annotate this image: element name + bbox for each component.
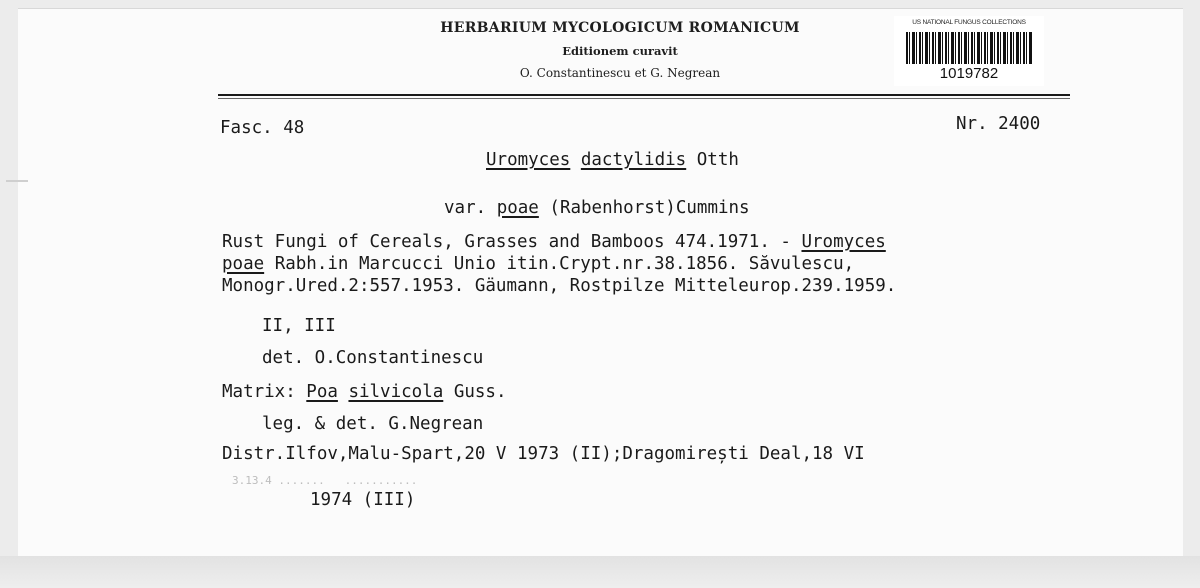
host-epithet: silvicola: [348, 382, 444, 402]
barcode-icon: [906, 32, 1032, 64]
locality-line-1: Distr.Ilfov,Malu-Spart,20 V 1973 (II);Dragomirești Deal,18 VI: [222, 444, 865, 464]
exsiccata-number: Nr. 2400: [956, 114, 1041, 134]
bleed-through-text: 3.13.4 ....... ...........: [232, 474, 418, 487]
collector: leg. & det. G.Negrean: [262, 414, 484, 434]
reference-taxon-2: poae: [222, 254, 265, 274]
fascicle-number: Fasc. 48: [220, 118, 305, 138]
header-rule: [218, 94, 1070, 96]
barcode-number: 1019782: [939, 65, 999, 82]
host-genus: Poa: [306, 382, 338, 402]
determiner: det. O.Constantinescu: [262, 348, 484, 368]
reference-line-2: [222, 254, 854, 274]
herbarium-title: HERBARIUM MYCOLOGICUM ROMANICUM: [440, 20, 800, 36]
edited-by-caption: Editionem curavit: [562, 44, 678, 58]
species-epithet: dactylidis: [580, 150, 687, 170]
variety-name: [444, 198, 750, 218]
spore-stages: II, III: [262, 316, 336, 336]
reference-taxon-1: Uromyces: [801, 232, 886, 252]
variety-author: (Rabenhorst)Cummins: [549, 198, 750, 218]
species-genus: Uromyces: [486, 150, 571, 170]
locality-line-2: 1974 (III): [310, 490, 416, 510]
header-rule-thin: [218, 98, 1070, 99]
barcode-label: [894, 16, 1044, 86]
variety-prefix: var.: [444, 198, 487, 218]
variety-epithet: poae: [496, 198, 539, 218]
scan-edge: [0, 556, 1200, 588]
reference-line-3: Monogr.Ured.2:557.1953. Gäumann, Rostpilze Mitteleurop.239.1959.: [222, 276, 897, 296]
host-author: Guss.: [443, 382, 507, 402]
matrix-host: [222, 382, 507, 402]
reference-text-1: Rust Fungi of Cereals, Grasses and Bamboos 474.1971. -: [222, 232, 802, 252]
barcode-caption: US NATIONAL FUNGUS COLLECTIONS: [912, 19, 1026, 26]
matrix-prefix: Matrix:: [222, 382, 307, 402]
edge-mark: [6, 180, 28, 182]
species-name: [486, 150, 739, 170]
species-author: Otth: [696, 150, 739, 170]
reference-line-1: [222, 232, 886, 252]
reference-text-2: Rabh.in Marcucci Unio itin.Crypt.nr.38.1856. Săvulescu,: [264, 254, 855, 274]
editors-names: O. Constantinescu et G. Negrean: [519, 66, 721, 80]
